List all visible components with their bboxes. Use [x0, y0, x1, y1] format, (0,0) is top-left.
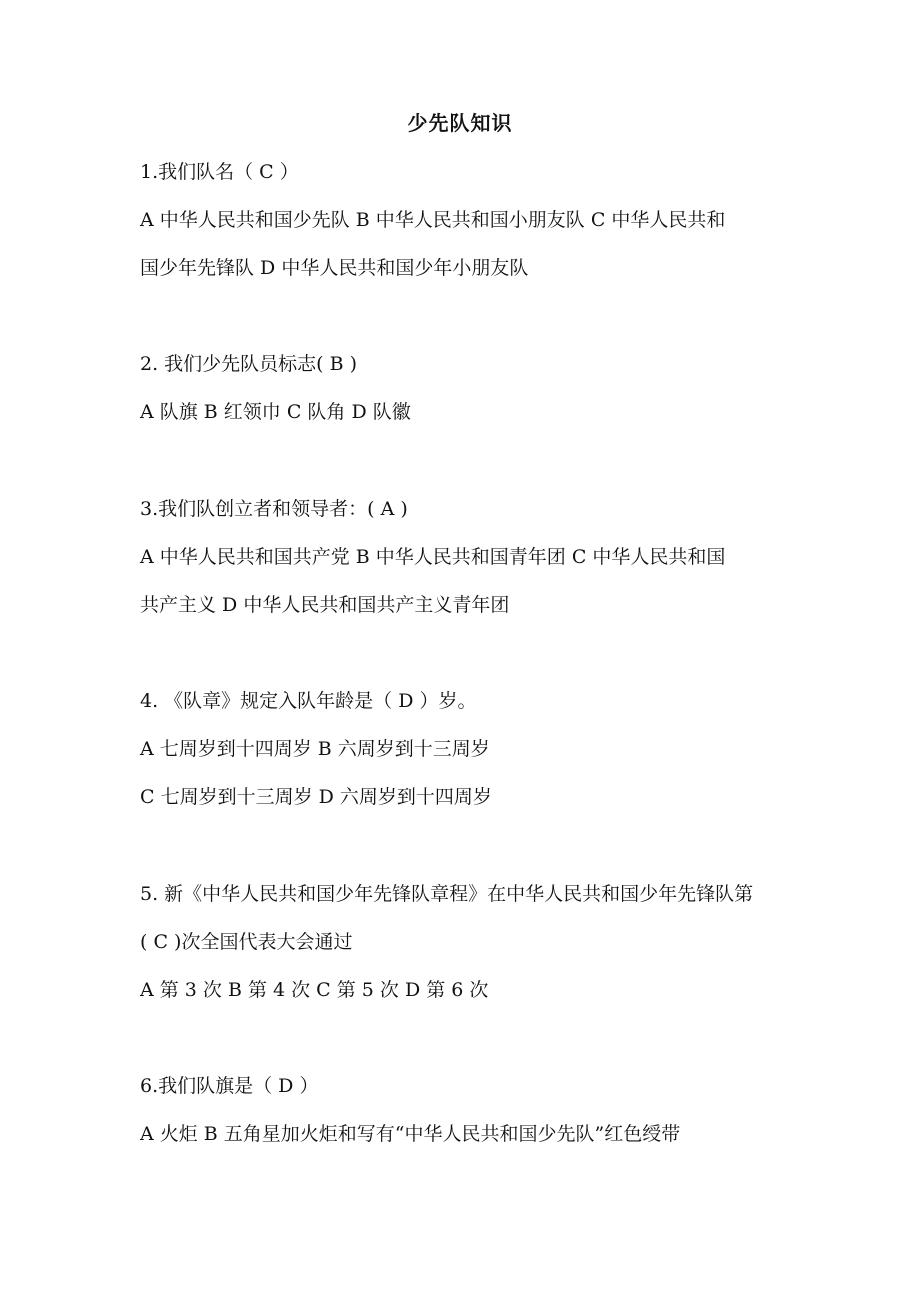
question-1: 1.我们队名（ C ）	[140, 161, 299, 183]
question-3-options-line-1: A 中华人民共和国共产党 B 中华人民共和国青年团 C 中华人民共和国	[140, 546, 726, 568]
question-5-line-2: ( C )次全国代表大会通过	[140, 931, 353, 953]
question-2: 2. 我们少先队员标志( B )	[140, 353, 358, 375]
question-2-options: A 队旗 B 红领巾 C 队角 D 队徽	[140, 401, 411, 423]
question-5-options: A 第 3 次 B 第 4 次 C 第 5 次 D 第 6 次	[140, 979, 489, 1001]
document-title: 少先队知识	[407, 111, 513, 135]
question-1-options-line-1: A 中华人民共和国少先队 B 中华人民共和国小朋友队 C 中华人民共和	[140, 209, 726, 231]
question-5-line-1: 5. 新《中华人民共和国少年先锋队章程》在中华人民共和国少年先锋队第	[140, 883, 754, 905]
question-6-options: A 火炬 B 五角星加火炬和写有“中华人民共和国少先队”红色绶带	[140, 1123, 681, 1145]
question-4: 4. 《队章》规定入队年龄是（ D ）岁。	[140, 690, 477, 712]
question-3-options-line-2: 共产主义 D 中华人民共和国共产主义青年团	[140, 594, 510, 616]
question-4-options-line-1: A 七周岁到十四周岁 B 六周岁到十三周岁	[140, 738, 490, 760]
question-3: 3.我们队创立者和领导者：( A )	[140, 498, 408, 520]
question-1-options-line-2: 国少年先锋队 D 中华人民共和国少年小朋友队	[140, 257, 529, 279]
question-6: 6.我们队旗是（ D ）	[140, 1075, 319, 1097]
question-4-options-line-2: C 七周岁到十三周岁 D 六周岁到十四周岁	[140, 786, 492, 808]
